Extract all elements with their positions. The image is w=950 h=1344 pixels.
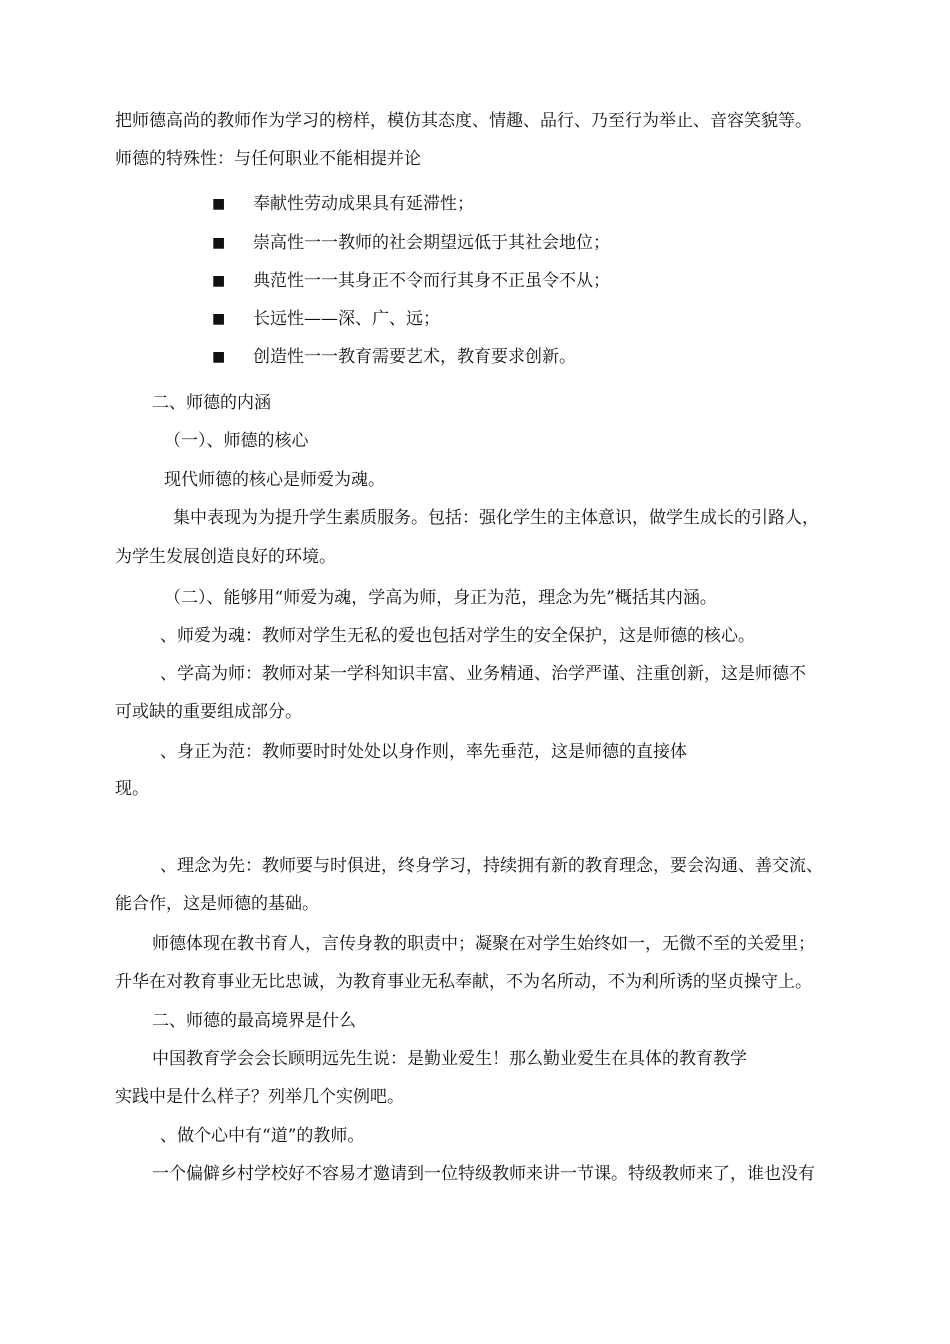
paragraph-line: 把师德高尚的教师作为学习的榜样，模仿其态度、情趣、品行、乃至行为举止、音容笑貌等。 bbox=[115, 111, 812, 131]
bullet-item: 崇高性一一教师的社会期望远低于其社会地位； bbox=[253, 233, 610, 253]
paragraph-line: 现。 bbox=[115, 779, 149, 799]
bullet-square-icon: ■ bbox=[212, 311, 226, 327]
bullet-item: 奉献性劳动成果具有延滞性； bbox=[253, 194, 474, 214]
subsection-heading: （二）、能够用“师爱为魂，学高为师，身正为范，理念为先”概括其内涵。 bbox=[164, 588, 717, 608]
paragraph-line: 师德的特殊性：与任何职业不能相提并论 bbox=[115, 149, 421, 169]
bullet-item: 创造性一一教育需要艺术，教育要求创新。 bbox=[253, 347, 576, 367]
paragraph-line: 现代师德的核心是师爱为魂。 bbox=[164, 470, 385, 490]
bullet-item: 典范性一一其身正不令而行其身不正虽令不从； bbox=[253, 271, 610, 291]
paragraph-line: 、理念为先：教师要与时俱进，终身学习，持续拥有新的教育理念，要会沟通、善交流、 bbox=[160, 856, 823, 876]
section-heading: 二、师德的内涵 bbox=[152, 393, 271, 413]
bullet-square-icon: ■ bbox=[212, 196, 226, 212]
bullet-item: 长远性——深、广、远； bbox=[253, 309, 440, 329]
bullet-square-icon: ■ bbox=[212, 235, 226, 251]
paragraph-line: 能合作，这是师德的基础。 bbox=[115, 894, 319, 914]
bullet-square-icon: ■ bbox=[212, 273, 226, 289]
paragraph-line: 、身正为范：教师要时时处处以身作则，率先垂范，这是师德的直接体 bbox=[160, 742, 687, 762]
paragraph-line: 、师爱为魂：教师对学生无私的爱也包括对学生的安全保护，这是师德的核心。 bbox=[160, 626, 755, 646]
paragraph-line: 为学生发展创造良好的环境。 bbox=[115, 547, 336, 567]
paragraph-line: 集中表现为为提升学生素质服务。包括：强化学生的主体意识，做学生成长的引路人， bbox=[173, 508, 819, 528]
paragraph-line: 实践中是什么样子？列举几个实例吧。 bbox=[115, 1087, 404, 1107]
subsection-heading: （一）、师德的核心 bbox=[164, 431, 309, 451]
paragraph-line: 可或缺的重要组成部分。 bbox=[115, 702, 302, 722]
bullet-square-icon: ■ bbox=[212, 349, 226, 365]
section-heading: 二、师德的最高境界是什么 bbox=[152, 1011, 356, 1031]
paragraph-line: 、做个心中有“道”的教师。 bbox=[160, 1126, 365, 1146]
paragraph-line: 升华在对教育事业无比忠诚，为教育事业无私奉献，不为名所动，不为利所诱的坚贞操守上。 bbox=[115, 972, 812, 992]
paragraph-line: 中国教育学会会长顾明远先生说：是勤业爱生！那么勤业爱生在具体的教育教学 bbox=[152, 1049, 747, 1069]
paragraph-line: 师德体现在教书育人，言传身教的职责中；凝聚在对学生始终如一，无微不至的关爱里； bbox=[152, 934, 815, 954]
paragraph-line: 一个偏僻乡村学校好不容易才邀请到一位特级教师来讲一节课。特级教师来了，谁也没有 bbox=[152, 1164, 815, 1184]
paragraph-line: 、学高为师：教师对某一学科知识丰富、业务精通、治学严谨、注重创新，这是师德不 bbox=[160, 664, 806, 684]
